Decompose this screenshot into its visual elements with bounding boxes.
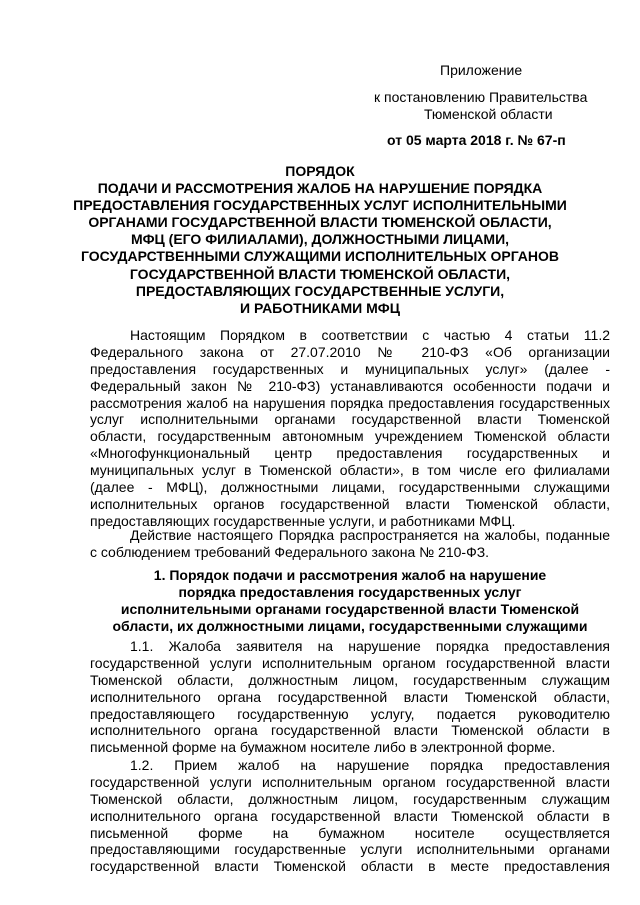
text-line: исполнительного органа государственной власти Тюменской области, bbox=[90, 688, 610, 705]
text-line: Федерального закона от 27.07.2010 № 210-ФЗ «Об организации bbox=[90, 343, 610, 360]
text-line: предоставления государственных и муниципальных услуг» (далее - bbox=[90, 360, 610, 377]
text-line: предоставляющего государственную услугу, подается руководителю bbox=[90, 705, 610, 722]
title-line: ГОСУДАРСТВЕННОЙ ВЛАСТИ ТЮМЕНСКОЙ ОБЛАСТИ, bbox=[129, 265, 511, 282]
title-line: ОРГАНАМИ ГОСУДАРСТВЕННОЙ ВЛАСТИ ТЮМЕНСКОЙ ОБЛАСТИ, bbox=[88, 214, 552, 231]
title-line: ПРЕДОСТАВЛЯЮЩИХ ГОСУДАРСТВЕННЫЕ УСЛУГИ, bbox=[135, 282, 505, 299]
text-line: муниципальных услуг в Тюменской области», в том числе его филиалами bbox=[90, 462, 610, 479]
title-line: ГОСУДАРСТВЕННЫМИ СЛУЖАЩИМИ ИСПОЛНИТЕЛЬНЫХ ОРГАНОВ bbox=[80, 248, 560, 265]
appendix-reference bbox=[374, 88, 587, 106]
text-line: области, государственным автономным учреждением Тюменской области bbox=[90, 428, 610, 445]
appendix-date-text: от 05 марта 2018 г. № 67-п bbox=[387, 132, 566, 148]
text-line: письменной форме на бумажном носителе либо в электронной форме. bbox=[90, 739, 556, 756]
text-line: Тюменской области, должностным лицом, государственным служащим bbox=[90, 671, 610, 688]
text-line: «Многофункциональный центр предоставления государственных и bbox=[90, 445, 610, 462]
text-line: государственной власти Тюменской области в месте предоставления bbox=[90, 858, 610, 875]
text-line: Федеральный закон № 210-ФЗ) устанавливаются особенности подачи и bbox=[90, 377, 610, 394]
section-heading-line: порядка предоставления государственных услуг bbox=[178, 583, 522, 600]
text-line: предоставляющими государственные услуги исполнительными органами bbox=[90, 841, 610, 858]
text-line: государственной услуги исполнительным органом государственной власти bbox=[90, 654, 610, 671]
appendix-region bbox=[424, 105, 553, 123]
text-line: Настоящим Порядком в соответствии с частью 4 статьи 11.2 bbox=[130, 327, 610, 343]
appendix-date-number bbox=[387, 131, 566, 149]
appendix-reference-text: к постановлению Правительства bbox=[374, 89, 588, 105]
title-line: ПОРЯДОК bbox=[285, 163, 355, 179]
section-heading-line: 1. Порядок подачи и рассмотрения жалоб на нарушение bbox=[153, 567, 547, 583]
scope-paragraph bbox=[90, 527, 610, 561]
text-line: Действие настоящего Порядка распространяется на жалобы, поданные bbox=[130, 527, 610, 543]
section-1-heading bbox=[90, 567, 610, 635]
text-line: исполнительных органов государственной власти Тюменской области, bbox=[90, 495, 610, 512]
appendix-label bbox=[440, 61, 522, 79]
section-heading-line: исполнительными органами государственной власти Тюменской bbox=[120, 600, 580, 617]
title-line: ПРЕДОСТАВЛЕНИЯ ГОСУДАРСТВЕННЫХ УСЛУГ ИСПОЛНИТЕЛЬНЫМИ bbox=[73, 197, 567, 214]
text-line: исполнительного органа государственной власти Тюменской области в bbox=[90, 807, 610, 824]
text-line: письменной форме на бумажном носителе осуществляется bbox=[90, 824, 610, 841]
intro-paragraph bbox=[90, 327, 610, 530]
text-line: предоставляющих государственные услуги, и работниками МФЦ. bbox=[90, 512, 516, 529]
section-heading-line: области, их должностными лицами, государственными служащими bbox=[112, 617, 588, 634]
title-line: ПОДАЧИ И РАССМОТРЕНИЯ ЖАЛОБ НА НАРУШЕНИЕ ПОРЯДКА bbox=[97, 180, 543, 197]
text-line: услуг исполнительными органами государственной власти Тюменской bbox=[90, 411, 610, 428]
title-line: МФЦ (ЕГО ФИЛИАЛАМИ), ДОЛЖНОСТНЫМИ ЛИЦАМИ, bbox=[130, 231, 510, 248]
title-line: И РАБОТНИКАМИ МФЦ bbox=[240, 299, 400, 316]
appendix-region-text: Тюменской области bbox=[424, 106, 553, 122]
appendix-label-text: Приложение bbox=[440, 62, 523, 78]
text-line: 1.2. Прием жалоб на нарушение порядка предоставления bbox=[130, 757, 610, 773]
text-line: Тюменской области, должностным лицом, государственным служащим bbox=[90, 790, 610, 807]
text-line: государственной услуги исполнительным органом государственной власти bbox=[90, 773, 610, 790]
text-line: (далее - МФЦ), должностными лицами, государственными служащими bbox=[90, 479, 610, 496]
text-line: исполнительного органа государственной власти Тюменской области в bbox=[90, 722, 610, 739]
text-line: 1.1. Жалоба заявителя на нарушение порядка предоставления bbox=[130, 638, 610, 654]
clause-1-2 bbox=[90, 757, 610, 875]
text-line: с соблюдением требований Федерального закона № 210-ФЗ. bbox=[90, 543, 490, 560]
document-title bbox=[70, 163, 570, 317]
clause-1-1 bbox=[90, 638, 610, 756]
text-line: рассмотрения жалоб на нарушения порядка предоставления государственных bbox=[90, 394, 610, 411]
